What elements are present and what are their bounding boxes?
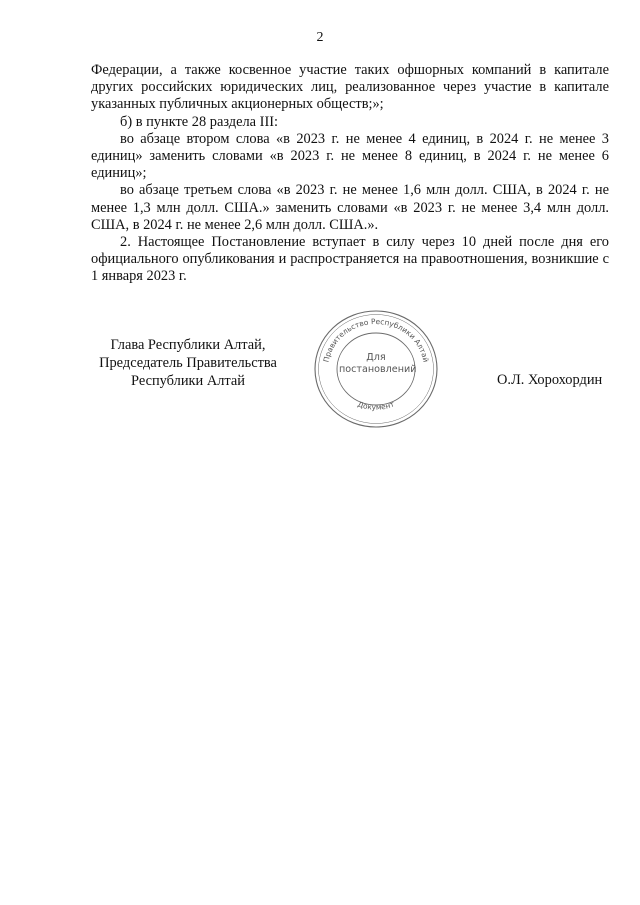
paragraph-entry-into-force: 2. Настоящее Постановление вступает в силу через 10 дней после дня его официального опубликования и распространяется на правоотношения, возникшие с 1 января 2023 г. xyxy=(91,234,609,285)
signatory-position-line: Республики Алтай xyxy=(131,373,245,389)
seal-center-line: Для xyxy=(366,352,386,363)
page-number: 2 xyxy=(316,30,324,45)
signatory-position-line: Председатель Правительства xyxy=(99,355,277,371)
paragraph-second-abzac: во абзаце втором слова «в 2023 г. не менее 4 единиц, в 2024 г. не менее 3 единиц» заменить словами «в 2023 г. не менее 8 единиц, в 2024 г. не менее 6 единиц»; xyxy=(91,130,609,182)
seal-ring-top-text: Правительство Республики Алтай xyxy=(321,316,431,364)
seal-center-line: постановлений xyxy=(339,364,417,375)
signatory-position-line: Глава Республики Алтай, xyxy=(110,337,266,353)
seal-ring-bottom-text: Документ xyxy=(356,399,396,412)
official-seal xyxy=(312,308,440,430)
signatory-position xyxy=(85,336,291,390)
paragraph-third-abzac: во абзаце третьем слова «в 2023 г. не менее 1,6 млн долл. США, в 2024 г. не менее 1,3 млн долл. США.» заменить словами «в 2023 г. не менее 3,4 млн долл. США, в 2024 г. не менее 2,6 млн долл. США.». xyxy=(91,182,609,233)
signatory-name: О.Л. Хорохордин xyxy=(497,372,603,388)
document-body xyxy=(91,62,609,286)
paragraph-subpoint-b: б) в пункте 28 раздела III: xyxy=(120,113,279,130)
seal-center-text xyxy=(339,352,417,376)
paragraph-continuation: Федерации, а также косвенное участие таких офшорных компаний в капитале других российских юридических лиц, реализованное через участие в капитале указанных публичных акционерных обществ;»; xyxy=(91,62,609,113)
